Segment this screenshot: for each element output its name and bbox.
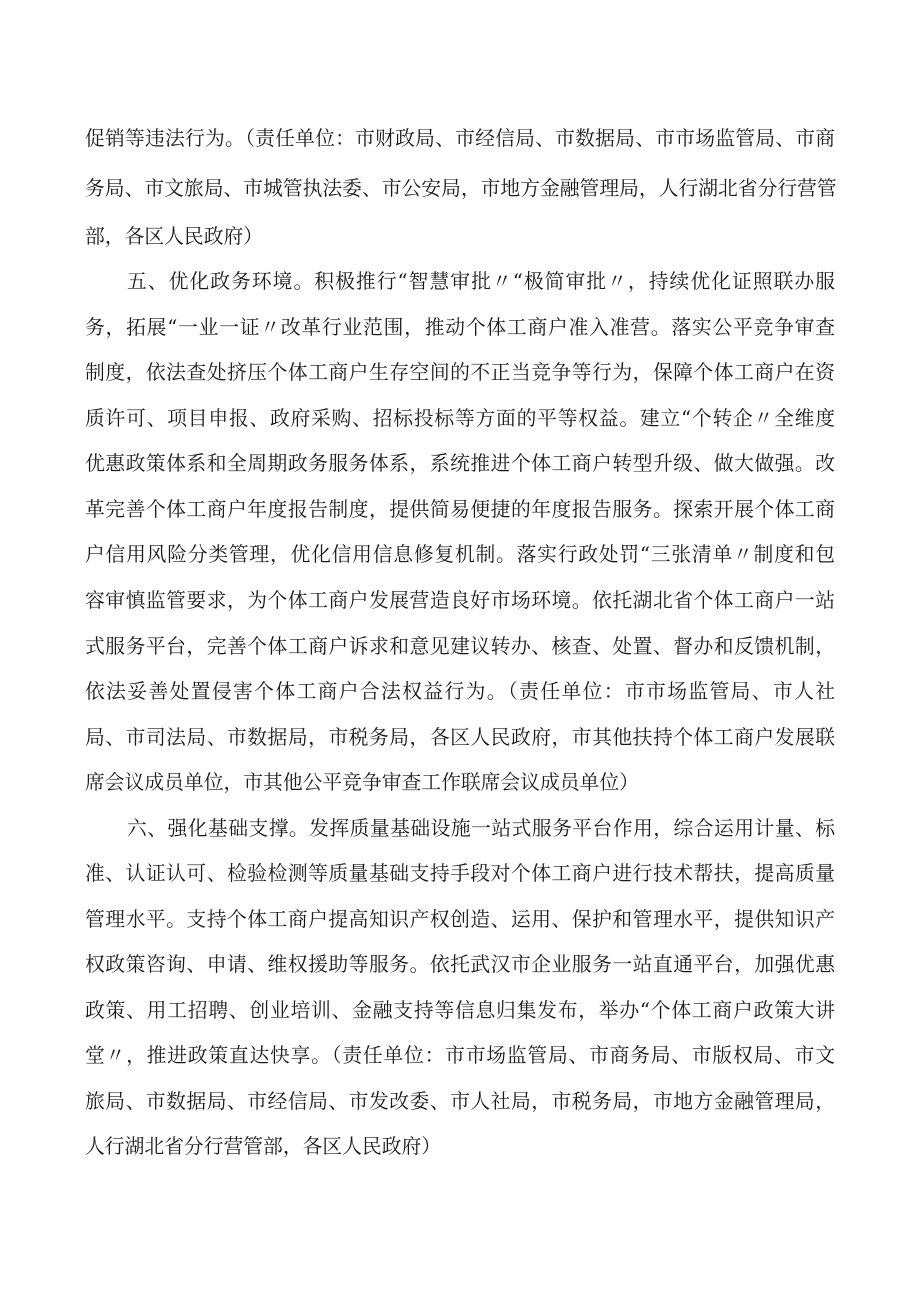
text-line: 人行湖北省分行营管部，各区人民政府） [85, 1135, 442, 1158]
text-line: 部，各区人民政府） [85, 225, 264, 248]
text-line: 依法妥善处置侵害个体工商户合法权益行为。（责任单位：市市场监管局、市人社 [85, 680, 835, 703]
text-line: 促销等违法行为。（责任单位：市财政局、市经信局、市数据局、市市场监管局、市商 [85, 127, 835, 150]
text-line: 式服务平台，完善个体工商户诉求和意见建议转办、核查、处置、督办和反馈机制， [85, 635, 835, 658]
text-line: 优惠政策体系和全周期政务服务体系，系统推进个体工商户转型升级、做大做强。改 [85, 452, 835, 475]
text-line: 准、认证认可、检验检测等质量基础支持手段对个体工商户进行技术帮扶，提高质量 [85, 862, 835, 885]
text-line: 质许可、项目申报、政府采购、招标投标等方面的平等权益。建立“个转企〃全维度 [85, 407, 835, 430]
text-line: 五、优化政务环境。积极推行“智慧审批〃“极简审批〃，持续优化证照联办服 [127, 270, 835, 293]
text-line: 务，拓展“一业一证〃改革行业范围，推动个体工商户准入准营。落实公平竞争审查 [85, 316, 835, 339]
text-line: 容审慎监管要求，为个体工商户发展营造良好市场环境。依托湖北省个体工商户一站 [85, 589, 835, 612]
text-line: 革完善个体工商户年度报告制度，提供简易便捷的年度报告服务。探索开展个体工商 [85, 498, 835, 521]
text-line: 旅局、市数据局、市经信局、市发改委、市人社局，市税务局，市地方金融管理局， [85, 1090, 835, 1113]
text-line: 政策、用工招聘、创业培训、金融支持等信息归集发布，举办“个体工商户政策大讲 [85, 999, 835, 1022]
text-line: 权政策咨询、申请、维权援助等服务。依托武汉市企业服务一站直通平台，加强优惠 [85, 953, 835, 976]
text-line: 堂〃，推进政策直达快享。（责任单位：市市场监管局、市商务局、市版权局、市文 [85, 1044, 835, 1067]
text-line: 六、强化基础支撑。发挥质量基础设施一站式服务平台作用，综合运用计量、标 [127, 817, 835, 840]
text-line: 制度，依法查处挤压个体工商户生存空间的不正当竞争等行为，保障个体工商户在资 [85, 361, 835, 384]
text-line: 户信用风险分类管理，优化信用信息修复机制。落实行政处罚“三张清单〃制度和包 [85, 543, 835, 566]
text-line: 局、市司法局、市数据局，市税务局，各区人民政府，市其他扶持个体工商户发展联 [85, 726, 835, 749]
text-line: 务局、市文旅局、市城管执法委、市公安局，市地方金融管理局，人行湖北省分行营管 [85, 177, 837, 200]
text-line: 席会议成员单位，市其他公平竞争审查工作联席会议成员单位） [85, 771, 639, 794]
text-line: 管理水平。支持个体工商户提高知识产权创造、运用、保护和管理水平，提供知识产 [85, 908, 835, 931]
